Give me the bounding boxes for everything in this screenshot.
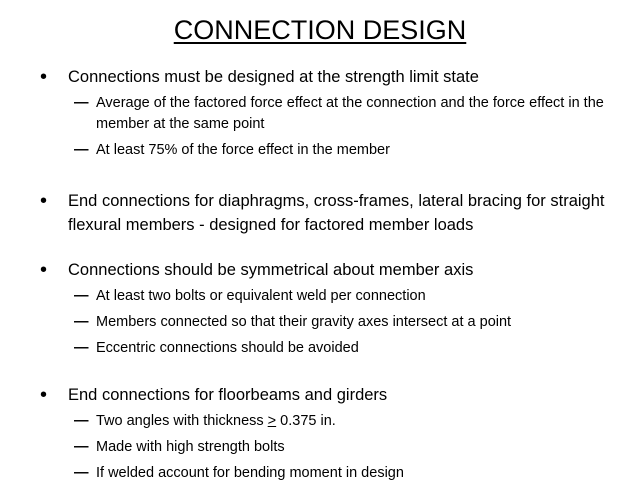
sub-text: Made with high strength bolts bbox=[96, 439, 285, 455]
dash-icon: — bbox=[74, 142, 89, 158]
dash-icon: — bbox=[74, 314, 89, 330]
sub-item bbox=[0, 286, 640, 307]
sub-text: At least 75% of the force effect in the member bbox=[96, 142, 390, 158]
section-symmetry bbox=[0, 258, 640, 364]
dash-icon: — bbox=[74, 340, 89, 356]
bullet-text: Connections must be designed at the strength limit state bbox=[68, 68, 479, 86]
bullet-icon: • bbox=[40, 66, 48, 88]
thickness-value: 0.375 in. bbox=[280, 413, 336, 429]
sub-text: Eccentric connections should be avoided bbox=[96, 340, 359, 356]
greater-equal-symbol: > bbox=[267, 413, 277, 429]
dash-icon: — bbox=[74, 288, 89, 304]
dash-icon: — bbox=[74, 95, 89, 111]
sub-item bbox=[0, 437, 640, 458]
bullet-text: End connections for floorbeams and girders bbox=[68, 386, 388, 404]
bullet-item bbox=[0, 189, 640, 237]
bullet-icon: • bbox=[40, 384, 48, 406]
section-floorbeams bbox=[0, 383, 640, 480]
bullet-icon: • bbox=[40, 190, 48, 212]
sub-text: Members connected so that their gravity axes intersect at a point bbox=[96, 314, 512, 330]
sub-text: Average of the factored force effect at the connection and the force effect in the member at the same point bbox=[96, 95, 604, 132]
section-strength-limit bbox=[0, 65, 640, 166]
bullet-item bbox=[0, 383, 640, 407]
dash-icon: — bbox=[74, 413, 89, 429]
dash-icon: — bbox=[74, 439, 89, 455]
bullet-text: Connections should be symmetrical about member axis bbox=[68, 261, 474, 279]
sub-item bbox=[0, 93, 640, 135]
sub-item bbox=[0, 338, 640, 359]
bullet-item bbox=[0, 258, 640, 282]
bullet-icon: • bbox=[40, 259, 48, 281]
sub-text: Two angles with thickness bbox=[96, 413, 268, 429]
sub-item bbox=[0, 463, 640, 480]
bullet-item bbox=[0, 65, 640, 89]
sub-item bbox=[0, 140, 640, 161]
bullet-text: End connections for diaphragms, cross-frames, lateral bracing for straight flexural members - designed for factored member loads bbox=[68, 192, 605, 234]
page-title: CONNECTION DESIGN bbox=[173, 15, 467, 45]
sub-item bbox=[0, 411, 640, 432]
sub-item bbox=[0, 312, 640, 333]
section-end-connections-diaphragms bbox=[0, 189, 640, 237]
sub-text: If welded account for bending moment in design bbox=[96, 465, 404, 480]
sub-text: At least two bolts or equivalent weld per connection bbox=[96, 288, 426, 304]
dash-icon: — bbox=[74, 465, 89, 480]
